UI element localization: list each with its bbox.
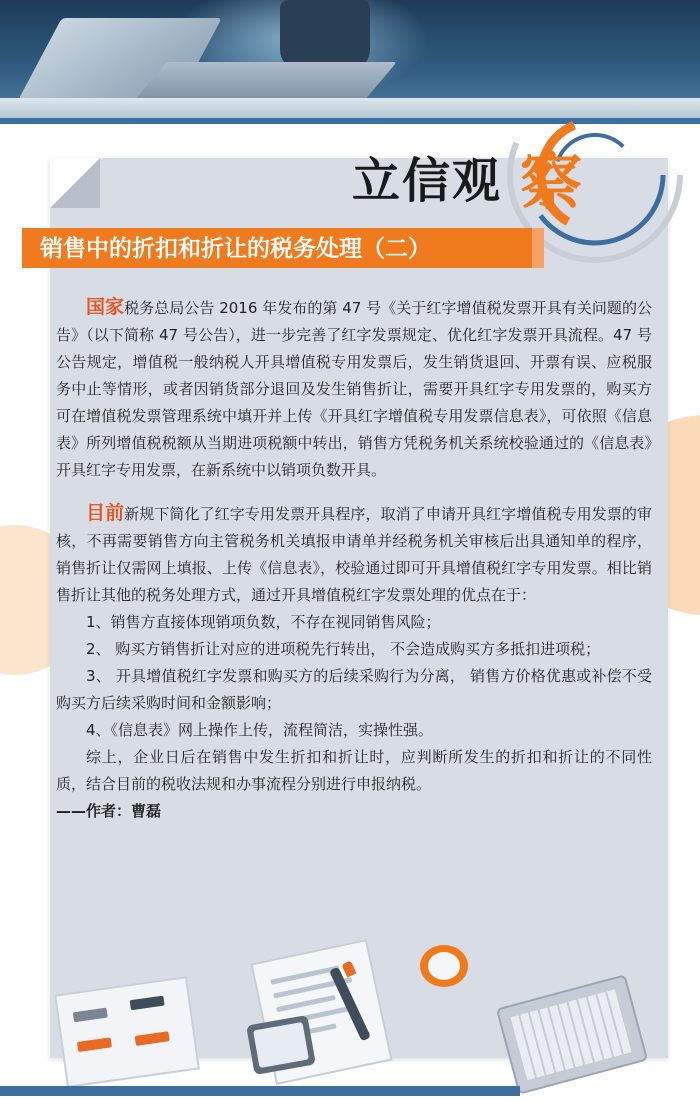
coffee-cup-illustration xyxy=(420,945,468,987)
paper-fold-corner xyxy=(50,158,100,208)
article-body xyxy=(56,294,652,825)
flowchart-card-illustration xyxy=(54,976,200,1088)
paragraph-2-lead: 目前 xyxy=(86,502,125,524)
paragraph-1 xyxy=(56,294,652,484)
paragraph-1-lead: 国家 xyxy=(86,296,125,318)
paragraph-2 xyxy=(56,500,652,609)
phone-illustration xyxy=(246,1015,316,1075)
conclusion: 综上，企业日后在销售中发生折扣和折让时，应判断所发生的折扣和折让的不同性质，结合目前的税收法规和办事流程分别进行申报纳税。 xyxy=(56,748,652,793)
point-item: 2、 购买方销售折让对应的进项税先行转出， 不会造成购买方多抵扣进项税； xyxy=(86,640,601,658)
logo-accent-char: 察 xyxy=(520,145,583,218)
footer-stripe xyxy=(0,1086,520,1096)
paragraph-2-text: 新规下简化了红字专用发票开具程序，取消了申请开具红字增值税专用发票的审核，不再需要销售方向主管税务机关填报申请单并经税务机关审核后出具通知单的程序，销售折让仅需网上填报、上传《信息表》，校验通过即可开具增值税红字专用发票。相比销售折让其他的税务处理方式，通过开具增值税红字发票处理的优点在于： xyxy=(56,505,652,604)
point-item: 4、《信息表》网上操作上传，流程简洁，实操性强。 xyxy=(86,721,434,739)
title-ribbon-edge xyxy=(532,228,544,268)
banner-person xyxy=(280,0,370,70)
author-credit: ——作者：曹磊 xyxy=(56,802,162,820)
logo-text: 立信观 xyxy=(352,153,503,209)
banner-keyboard xyxy=(133,62,397,102)
paragraph-1-text: 税务总局公告 2016 年发布的第 47 号《关于红字增值税发票开具有关问题的公告》（以下简称 47 号公告），进一步完善了红字发票规定、优化红字发票开具流程。47 号公告规定，增值税一般纳税人开具增值税专用发票后，发生销货退回、开票有误、应税服务中止等情形，或者因销货部分退回及发生销售折让，需要开具红字专用发票的，购买方可在增值税发票管理系统中填开并上传《开具红字增值税专用发票信息表》，可依照《信息表》所列增值税税额从当期进项税额中转出，销售方凭税务机关系统校验通过的《信息表》开具红字专用发票，在新系统中以销项负数开具。 xyxy=(56,299,652,479)
point-item: 3、 开具增值税红字发票和购买方的后续采购行为分离， 销售方价格优惠或补偿不受购买方后续采购时间和金额影响； xyxy=(56,667,652,712)
article-title: 销售中的折扣和折让的税务处理（二） xyxy=(40,236,431,262)
point-item: 1、销售方直接体现销项负数，不存在视同销售风险； xyxy=(86,613,441,631)
